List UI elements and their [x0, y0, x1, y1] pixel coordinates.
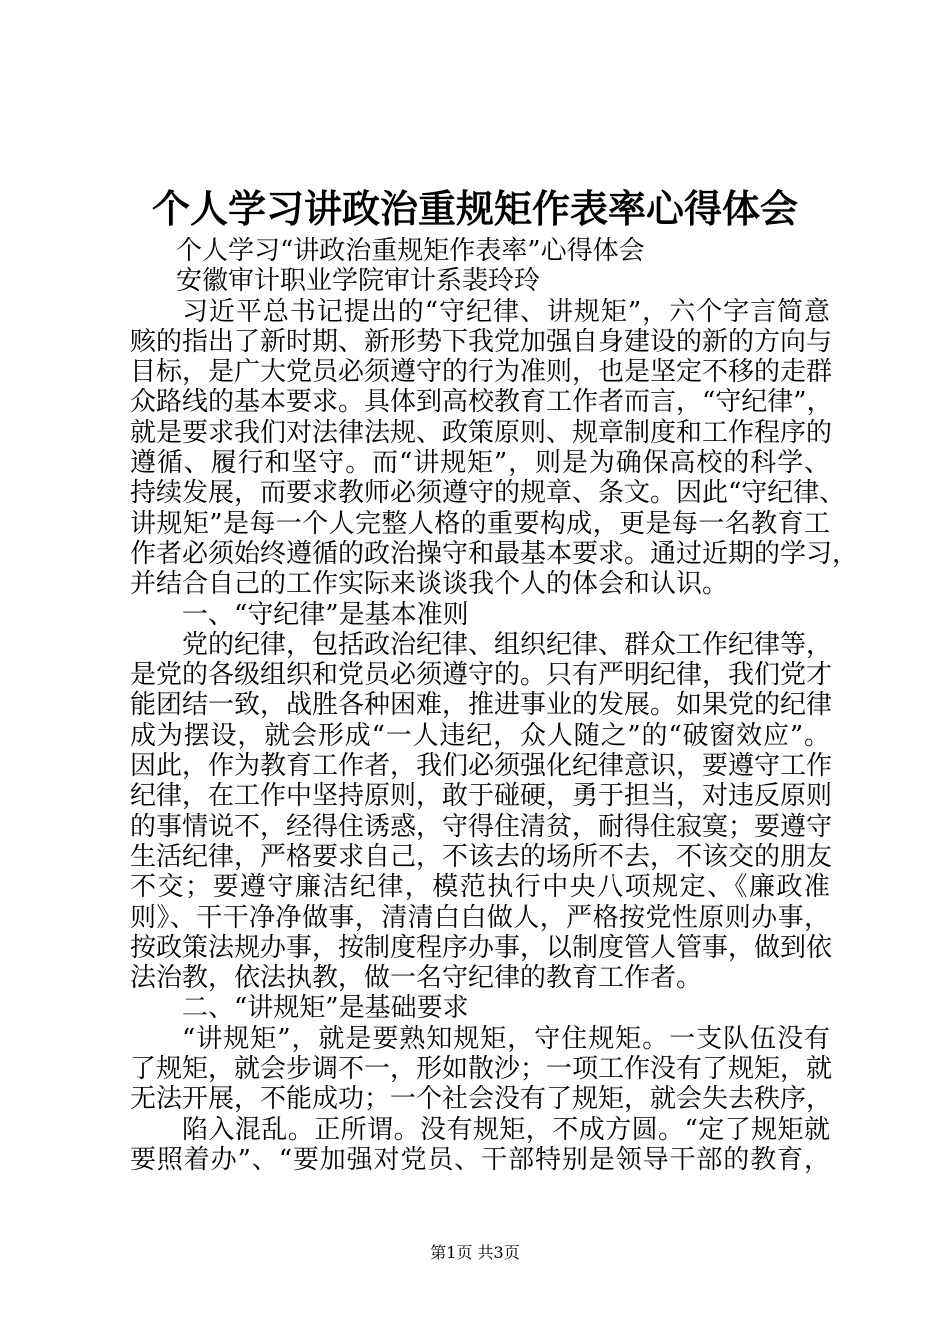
paragraph-line: 并结合自己的工作实际来谈谈我个人的体会和认识。: [130, 569, 729, 600]
paragraph-line: 陷入混乱。正所谓。没有规矩，不成方圆。“定了规矩就: [182, 1114, 830, 1145]
paragraph-line: 了规矩，就会步调不一，形如散沙；一项工作没有了规矩，就: [130, 1054, 833, 1085]
paragraph-line: 纪律，在工作中坚持原则，敢于碰硬，勇于担当，对违反原则: [130, 781, 833, 812]
paragraph-line: 持续发展，而要求教师必须遵守的规章、条文。因此“守纪律、: [130, 478, 846, 509]
paragraph-line: 作者必须始终遵循的政治操守和最基本要求。通过近期的学习，: [130, 538, 859, 569]
document-body: [130, 236, 859, 1175]
paragraph-line: 讲规矩”是每一个人完整人格的重要构成，更是每一名教育工: [130, 508, 830, 539]
paragraph-line: 无法开展，不能成功；一个社会没有了规矩，就会失去秩序，: [130, 1084, 833, 1115]
document-title: 个人学习讲政治重规矩作表率心得体会: [151, 186, 798, 231]
paragraph-line: 就是要求我们对法律法规、政策原则、规章制度和工作程序的: [130, 417, 833, 448]
paragraph-line: 不交；要遵守廉洁纪律，模范执行中央八项规定、《廉政准: [130, 872, 830, 903]
paragraph-line: 成为摆设，就会形成“一人违纪，众人随之”的“破窗效应”。: [130, 720, 830, 751]
paragraph-line: 要照着办”、“要加强对党员、干部特别是领导干部的教育，: [130, 1144, 830, 1175]
section-heading: 二、“讲规矩”是基础要求: [182, 993, 469, 1024]
paragraph-line: “讲规矩”，就是要熟知规矩，守住规矩。一支队伍没有: [182, 1023, 830, 1054]
paragraph-line: 众路线的基本要求。具体到高校教育工作者而言，“守纪律”，: [130, 387, 833, 418]
paragraph-line: 赅的指出了新时期、新形势下我党加强自身建设的新的方向与: [130, 326, 833, 357]
paragraph-line: 遵循、履行和坚守。而“讲规矩”，则是为确保高校的科学、: [130, 448, 830, 479]
paragraph-line: 目标，是广大党员必须遵守的行为准则，也是坚定不移的走群: [130, 357, 833, 388]
paragraph-line: 按政策法规办事，按制度程序办事，以制度管人管事，做到依: [130, 932, 833, 963]
paragraph-line: 习近平总书记提出的“守纪律、讲规矩”，六个字言简意: [182, 296, 830, 327]
paragraph-line: 法治教，依法执教，做一名守纪律的教育工作者。: [130, 963, 703, 994]
paragraph-line: 是党的各级组织和党员必须遵守的。只有严明纪律，我们党才: [130, 660, 833, 691]
paragraph-line: 则》、干干净净做事，清清白白做人，严格按党性原则办事，: [130, 902, 830, 933]
paragraph-line: 生活纪律，严格要求自己，不该去的场所不去，不该交的朋友: [130, 841, 833, 872]
paragraph-line: 党的纪律，包括政治纪律、组织纪律、群众工作纪律等，: [182, 629, 833, 660]
subtitle-line: 个人学习“讲政治重规矩作表率”心得体会: [176, 236, 645, 266]
paragraph-line: 能团结一致，战胜各种困难，推进事业的发展。如果党的纪律: [130, 690, 833, 721]
paragraph-line: 因此，作为教育工作者，我们必须强化纪律意识，要遵守工作: [130, 751, 833, 782]
section-heading: 一、“守纪律”是基本准则: [182, 599, 469, 630]
paragraph-line: 的事情说不，经得住诱惑，守得住清贫，耐得住寂寞；要遵守: [130, 811, 833, 842]
author-line: 安徽审计职业学院审计系裴玲玲: [176, 266, 541, 297]
page-footer: 第1页 共3页: [430, 1243, 520, 1262]
